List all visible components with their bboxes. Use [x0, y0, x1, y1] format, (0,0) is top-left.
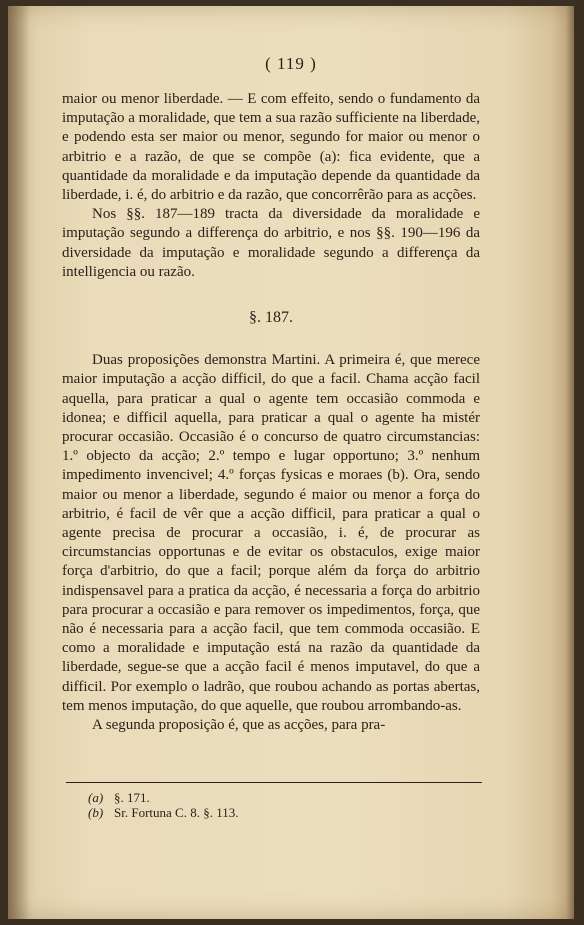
footnote-label: (a) [88, 790, 104, 805]
body-text [62, 90, 480, 735]
footnote-rule [66, 782, 482, 783]
footnote-text: §. 171. [114, 790, 150, 805]
book-page [8, 6, 574, 919]
paragraph-1: maior ou menor liberdade. — E com effeito, sendo o fundamento da imputação a moralidade, que tem a sua razão sufficiente na liberdade, e podendo esta ser maior ou menor, segundo for maior ou menor o arbitrio e a razão, de que se compõe (a): fica evidente, que a quantidade da moralidade e da imputação depende da quantidade da liberdade, i. é, do arbitrio e da razão, que concorrêrão para as acções. [62, 91, 480, 204]
page-edge-shadow [566, 6, 574, 919]
page-number: ( 119 ) [265, 54, 317, 73]
footnote-b [88, 805, 238, 820]
footnotes [88, 790, 238, 820]
footnote-text: Sr. Fortuna C. 8. §. 113. [114, 805, 239, 820]
paragraph-4: A segunda proposição é, que as acções, para pra- [92, 717, 386, 734]
page-spine-shadow [8, 6, 30, 919]
paragraph-3: Duas proposições demonstra Martini. A primeira é, que merece maior imputação a acção difficil, do que a facil. Chama acção facil aquella, para praticar a qual o agente tem occasião commoda e idonea; e difficil aquella, para praticar a qual o agente ha mistér procurar occasião. Occasião é o concurso de quatro circumstancias: 1.º objecto da acção; 2.º tempo e lugar opportuno; 3.º nenhum impedimento invencivel; 4.º forças fysicas e moraes (b). Ora, sendo maior ou menor a liberdade, segundo é maior ou menor a força do arbitrio, é facil de vêr que a acção difficil, para praticar a qual o agente precisa de procurar a occasião, i. é, de procurar as circumstancias opportunas e de evitar os obstaculos, exige maior força d'arbitrio, do que a facil; porque além da força do arbitrio indispensavel para a pratica da acção, é necessaria a força do arbitrio para procurar a occasião e para remover os impedimentos, força, que não é necessaria para a acção facil, que tem commoda occasião. E como a moralidade e imputação está na razão da quantidade da liberdade, segue-se que a acção facil é menos imputavel, do que a difficil. Por exemplo o ladrão, que roubou achando as portas abertas, tem menos imputação, do que aquelle, que roubou arrombando-as. [62, 352, 480, 714]
section-heading: §. 187. [249, 309, 293, 327]
paragraph-2: Nos §§. 187—189 tracta da diversidade da moralidade e imputação segundo a differença do arbitrio, e nos §§. 190—196 da diversidade da imputação e moralidade segundo a differença da intelligencia ou razão. [62, 206, 480, 280]
footnote-a [88, 790, 238, 805]
footnote-label: (b) [88, 805, 104, 820]
